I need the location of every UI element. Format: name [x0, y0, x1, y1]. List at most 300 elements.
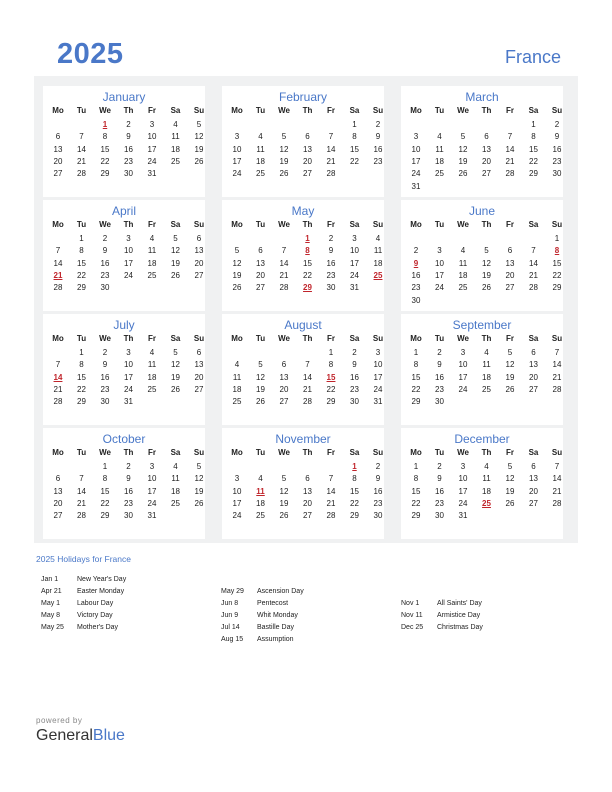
holiday-date-cell: 8	[305, 246, 310, 256]
weekday-header: We	[99, 106, 111, 115]
weekday-header: Fr	[148, 106, 156, 115]
date-cell: 20	[529, 372, 538, 382]
weekday-header: Fr	[148, 334, 156, 343]
date-cell: 10	[411, 144, 421, 154]
holiday-list-item	[221, 588, 304, 595]
date-cell: 3	[437, 246, 442, 256]
date-cell: 17	[124, 258, 133, 268]
month-name: February	[278, 90, 328, 104]
date-cell: 10	[458, 474, 468, 484]
weekday-header: Th	[481, 220, 492, 229]
weekday-header: Tu	[76, 106, 87, 115]
date-cell: 20	[256, 270, 265, 280]
holiday-date-cell: 14	[53, 372, 63, 382]
weekday-header: We	[457, 220, 469, 229]
date-cell: 23	[552, 156, 562, 166]
date-cell: 1	[554, 234, 560, 243]
date-cell: 12	[232, 258, 242, 268]
date-cell: 6	[305, 474, 310, 484]
holiday-date-cell: 21	[53, 270, 63, 280]
date-cell: 10	[124, 246, 133, 256]
date-cell: 8	[79, 360, 84, 370]
date-cell: 15	[77, 372, 86, 382]
date-cell: 30	[100, 283, 110, 293]
weekday-header: Su	[372, 334, 384, 343]
date-cell: 30	[435, 397, 444, 407]
date-cell: 5	[507, 462, 513, 471]
date-cell: 10	[147, 474, 157, 484]
holiday-name: Bastille Day	[257, 624, 294, 631]
powered-by-label: powered by	[36, 716, 83, 725]
date-cell: 6	[305, 132, 310, 142]
holiday-list-item	[221, 600, 288, 607]
weekday-header: Mo	[410, 448, 422, 457]
date-cell: 9	[375, 474, 381, 484]
weekday-header: Tu	[255, 106, 266, 115]
date-cell: 14	[326, 486, 336, 496]
month-name: October	[102, 432, 146, 446]
date-cell: 27	[53, 169, 63, 179]
date-cell: 27	[303, 511, 312, 521]
month-september	[401, 314, 563, 425]
date-cell: 6	[281, 360, 287, 370]
weekday-header: Sa	[349, 220, 360, 229]
date-cell: 29	[326, 397, 336, 407]
holiday-date-cell: 29	[303, 283, 312, 293]
date-cell: 16	[373, 144, 383, 154]
date-cell: 18	[232, 384, 242, 394]
date-cell: 19	[279, 498, 289, 508]
date-cell: 6	[55, 132, 61, 142]
date-cell: 11	[458, 258, 468, 268]
date-cell: 10	[435, 258, 444, 268]
date-cell: 2	[102, 234, 108, 243]
date-cell: 13	[256, 258, 265, 268]
date-cell: 27	[279, 397, 289, 407]
date-cell: 11	[171, 132, 180, 142]
holiday-name: Christmas Day	[437, 624, 483, 631]
country-title: France	[504, 47, 561, 67]
weekday-header: Su	[551, 448, 563, 457]
date-cell: 6	[196, 348, 202, 357]
date-cell: 24	[124, 384, 133, 394]
date-cell: 31	[147, 169, 157, 179]
date-cell: 16	[411, 270, 421, 280]
date-cell: 11	[435, 144, 444, 154]
date-cell: 24	[411, 169, 421, 179]
month-october	[43, 428, 205, 539]
month-name: July	[113, 318, 135, 332]
weekday-header: Su	[372, 448, 384, 457]
holiday-date-cell: 25	[373, 270, 383, 280]
weekday-header: Su	[193, 334, 205, 343]
date-cell: 26	[256, 397, 265, 407]
holiday-list-item	[41, 612, 113, 619]
date-cell: 7	[281, 246, 287, 256]
date-cell: 4	[258, 132, 263, 142]
weekday-header: We	[99, 220, 111, 229]
date-cell: 15	[529, 144, 538, 154]
date-cell: 2	[413, 246, 419, 256]
holiday-list-item	[41, 600, 113, 607]
month-march	[401, 86, 563, 197]
weekday-header: Fr	[506, 106, 514, 115]
date-cell: 8	[352, 132, 357, 142]
month-name: September	[452, 318, 512, 332]
date-cell: 2	[437, 462, 442, 471]
date-cell: 1	[352, 120, 357, 129]
date-cell: 4	[484, 348, 489, 357]
date-cell: 23	[435, 498, 444, 508]
date-cell: 28	[279, 283, 289, 293]
date-cell: 14	[529, 258, 538, 268]
date-cell: 19	[194, 486, 204, 496]
holiday-date: Dec 25	[401, 624, 424, 631]
date-cell: 24	[232, 511, 242, 521]
weekday-header: Mo	[52, 334, 64, 343]
date-cell: 21	[326, 156, 336, 166]
date-cell: 25	[147, 384, 157, 394]
date-cell: 11	[232, 372, 242, 382]
date-cell: 14	[326, 144, 336, 154]
date-cell: 30	[435, 511, 444, 521]
date-cell: 11	[482, 474, 491, 484]
weekday-header: Su	[372, 106, 384, 115]
date-cell: 18	[373, 258, 383, 268]
date-cell: 28	[326, 169, 336, 179]
weekday-header: Mo	[231, 448, 243, 457]
date-cell: 17	[124, 372, 133, 382]
weekday-header: Su	[193, 106, 205, 115]
weekday-header: Tu	[76, 448, 87, 457]
date-cell: 14	[303, 372, 312, 382]
date-cell: 29	[411, 511, 421, 521]
date-cell: 20	[279, 384, 289, 394]
weekday-header: Sa	[528, 334, 539, 343]
date-cell: 2	[126, 462, 131, 471]
date-cell: 4	[149, 234, 155, 243]
holiday-date: Jun 8	[221, 600, 239, 607]
date-cell: 3	[149, 462, 155, 471]
date-cell: 19	[505, 372, 515, 382]
date-cell: 23	[124, 156, 133, 166]
date-cell: 20	[303, 156, 312, 166]
date-cell: 16	[350, 372, 359, 382]
date-cell: 15	[100, 486, 110, 496]
weekday-header: Th	[481, 448, 492, 457]
date-cell: 29	[77, 397, 86, 407]
date-cell: 22	[303, 270, 312, 280]
date-cell: 23	[326, 270, 336, 280]
date-cell: 13	[303, 486, 312, 496]
date-cell: 1	[413, 348, 419, 357]
date-cell: 9	[437, 360, 442, 370]
date-cell: 30	[326, 283, 336, 293]
date-cell: 21	[77, 498, 86, 508]
date-cell: 26	[279, 169, 289, 179]
date-cell: 13	[529, 360, 538, 370]
date-cell: 11	[147, 360, 157, 370]
date-cell: 26	[458, 169, 468, 179]
date-cell: 20	[53, 498, 63, 508]
date-cell: 4	[460, 246, 466, 256]
date-cell: 11	[256, 144, 265, 154]
holiday-date: Aug 15	[221, 636, 244, 643]
weekday-header: Tu	[434, 448, 445, 457]
holidays-title: 2025 Holidays for France	[36, 554, 131, 564]
holiday-date-cell: 8	[554, 246, 560, 256]
date-cell: 8	[531, 132, 536, 142]
weekday-header: Th	[123, 106, 134, 115]
weekday-header: Sa	[349, 334, 360, 343]
date-cell: 27	[256, 283, 265, 293]
weekday-header: Th	[481, 106, 492, 115]
holiday-name: Whit Monday	[257, 612, 298, 619]
date-cell: 31	[147, 511, 157, 521]
date-cell: 15	[552, 258, 562, 268]
holiday-date: Jul 14	[221, 624, 240, 631]
date-cell: 23	[350, 384, 359, 394]
weekday-header: Tu	[76, 220, 87, 229]
date-cell: 1	[413, 462, 419, 471]
date-cell: 19	[232, 270, 242, 280]
date-cell: 12	[482, 258, 491, 268]
date-cell: 19	[194, 144, 204, 154]
date-cell: 6	[484, 132, 489, 142]
date-cell: 23	[100, 384, 110, 394]
date-cell: 6	[55, 474, 61, 484]
date-cell: 18	[147, 258, 157, 268]
date-cell: 16	[124, 486, 133, 496]
date-cell: 21	[505, 156, 515, 166]
date-cell: 9	[437, 474, 442, 484]
date-cell: 13	[194, 246, 204, 256]
date-cell: 24	[373, 384, 383, 394]
date-cell: 16	[326, 258, 336, 268]
date-cell: 9	[375, 132, 381, 142]
weekday-header: We	[457, 106, 469, 115]
holiday-date-cell: 25	[482, 498, 491, 508]
holiday-date-cell: 15	[326, 372, 336, 382]
date-cell: 11	[373, 246, 383, 256]
date-cell: 7	[554, 348, 560, 357]
date-cell: 22	[100, 156, 110, 166]
date-cell: 17	[232, 156, 242, 166]
date-cell: 17	[458, 486, 468, 496]
date-cell: 19	[458, 156, 468, 166]
holiday-name: Mother's Day	[77, 624, 119, 631]
weekday-header: We	[278, 334, 290, 343]
date-cell: 25	[147, 270, 157, 280]
weekday-header: Th	[302, 106, 313, 115]
date-cell: 12	[256, 372, 265, 382]
weekday-header: We	[99, 448, 111, 457]
date-cell: 22	[350, 156, 359, 166]
date-cell: 26	[505, 384, 515, 394]
date-cell: 28	[552, 384, 562, 394]
weekday-header: Th	[302, 334, 313, 343]
date-cell: 17	[373, 372, 383, 382]
date-cell: 1	[79, 348, 84, 357]
date-cell: 18	[147, 372, 157, 382]
holiday-name: Victory Day	[77, 612, 113, 619]
date-cell: 8	[352, 474, 357, 484]
date-cell: 9	[102, 360, 108, 370]
date-cell: 16	[100, 372, 110, 382]
holiday-name: New Year's Day	[77, 576, 127, 583]
date-cell: 3	[126, 348, 131, 357]
weekday-header: Sa	[170, 106, 181, 115]
holiday-name: Pentecost	[257, 600, 289, 607]
date-cell: 5	[507, 348, 513, 357]
date-cell: 4	[234, 360, 240, 370]
date-cell: 5	[173, 348, 178, 357]
date-cell: 21	[77, 156, 86, 166]
year-title: 2025	[57, 38, 124, 70]
date-cell: 26	[194, 156, 204, 166]
weekday-header: Sa	[528, 448, 539, 457]
date-cell: 13	[279, 372, 289, 382]
holiday-name: Armistice Day	[437, 612, 481, 619]
date-cell: 20	[194, 372, 204, 382]
holiday-name: Labour Day	[77, 600, 114, 607]
weekday-header: Fr	[506, 448, 514, 457]
date-cell: 22	[552, 270, 562, 280]
holiday-date: Jan 1	[41, 576, 59, 583]
date-cell: 28	[53, 283, 63, 293]
weekday-header: Fr	[506, 334, 514, 343]
date-cell: 23	[373, 498, 383, 508]
date-cell: 14	[552, 474, 562, 484]
date-cell: 7	[328, 474, 334, 484]
date-cell: 19	[505, 486, 515, 496]
date-cell: 25	[232, 397, 242, 407]
date-cell: 17	[147, 144, 157, 154]
weekday-header: Th	[123, 448, 134, 457]
brand-general: General	[36, 727, 93, 744]
date-cell: 1	[531, 120, 536, 129]
weekday-header: Su	[551, 106, 563, 115]
date-cell: 31	[411, 181, 421, 191]
date-cell: 12	[194, 132, 204, 142]
date-cell: 30	[100, 397, 110, 407]
brand-logo	[36, 727, 125, 745]
date-cell: 7	[554, 462, 560, 471]
date-cell: 13	[482, 144, 491, 154]
date-cell: 23	[411, 283, 421, 293]
holiday-date-cell: 11	[256, 486, 265, 496]
date-cell: 9	[554, 132, 560, 142]
weekday-header: Su	[193, 448, 205, 457]
date-cell: 16	[100, 258, 110, 268]
date-cell: 25	[482, 384, 491, 394]
holiday-date-cell: 1	[352, 462, 357, 471]
weekday-header: Fr	[148, 448, 156, 457]
holiday-date-cell: 1	[305, 234, 310, 243]
weekday-header: Tu	[255, 334, 266, 343]
weekday-header: Sa	[170, 448, 181, 457]
date-cell: 27	[529, 498, 538, 508]
brand-blue: Blue	[92, 727, 125, 744]
date-cell: 18	[256, 498, 265, 508]
date-cell: 13	[529, 474, 538, 484]
date-cell: 18	[482, 372, 491, 382]
date-cell: 9	[126, 474, 131, 484]
date-cell: 14	[279, 258, 289, 268]
holiday-list-item	[221, 636, 294, 643]
date-cell: 19	[171, 372, 180, 382]
date-cell: 20	[505, 270, 515, 280]
date-cell: 23	[373, 156, 383, 166]
date-cell: 25	[256, 169, 265, 179]
date-cell: 8	[102, 474, 108, 484]
month-name: March	[465, 90, 499, 104]
holiday-list-item	[401, 612, 480, 619]
date-cell: 5	[281, 132, 287, 142]
date-cell: 2	[126, 120, 131, 129]
date-cell: 15	[411, 486, 421, 496]
weekday-header: Mo	[231, 220, 243, 229]
date-cell: 21	[303, 384, 312, 394]
date-cell: 12	[194, 474, 204, 484]
date-cell: 2	[375, 462, 381, 471]
weekday-header: Fr	[327, 334, 335, 343]
month-name: January	[102, 90, 146, 104]
weekday-header: Mo	[52, 220, 64, 229]
weekday-header: Th	[123, 334, 134, 343]
date-cell: 8	[413, 360, 419, 370]
date-cell: 14	[77, 486, 86, 496]
weekday-header: Tu	[434, 334, 445, 343]
date-cell: 29	[100, 511, 110, 521]
date-cell: 10	[232, 486, 242, 496]
date-cell: 7	[79, 132, 84, 142]
date-cell: 8	[328, 360, 334, 370]
holiday-date: May 29	[221, 588, 244, 595]
date-cell: 10	[350, 246, 359, 256]
holiday-date: Nov 11	[401, 612, 423, 619]
date-cell: 31	[373, 397, 383, 407]
date-cell: 5	[196, 462, 202, 471]
holiday-date: May 8	[41, 612, 61, 619]
date-cell: 14	[552, 360, 562, 370]
month-august	[222, 314, 384, 425]
weekday-header: Th	[302, 448, 313, 457]
date-cell: 7	[305, 360, 310, 370]
date-cell: 3	[352, 234, 357, 243]
date-cell: 15	[303, 258, 312, 268]
date-cell: 2	[102, 348, 108, 357]
weekday-header: Tu	[255, 220, 266, 229]
date-cell: 29	[411, 397, 421, 407]
date-cell: 27	[194, 384, 204, 394]
date-cell: 17	[458, 372, 468, 382]
weekday-header: Mo	[52, 106, 64, 115]
date-cell: 14	[77, 144, 86, 154]
date-cell: 11	[147, 246, 157, 256]
date-cell: 27	[194, 270, 204, 280]
date-cell: 12	[505, 360, 515, 370]
date-cell: 21	[552, 372, 562, 382]
date-cell: 2	[437, 348, 442, 357]
date-cell: 7	[531, 246, 536, 256]
date-cell: 3	[126, 234, 131, 243]
date-cell: 25	[171, 156, 180, 166]
month-july	[43, 314, 205, 425]
weekday-header: Th	[123, 220, 134, 229]
weekday-header: Mo	[231, 334, 243, 343]
weekday-header: Tu	[434, 106, 445, 115]
